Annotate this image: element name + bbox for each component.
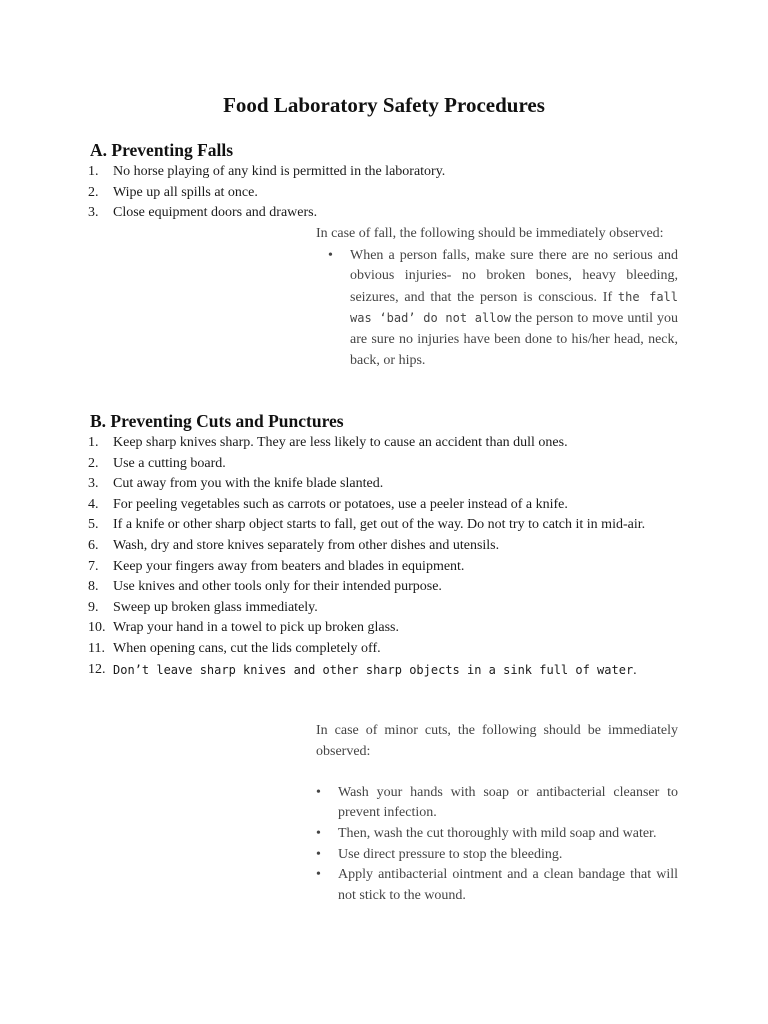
list-item-text: Wipe up all spills at once.	[113, 184, 258, 200]
list-item-text: No horse playing of any kind is permitted in the laboratory.	[113, 164, 446, 179]
list-item-text: Use knives and other tools only for their intended purpose.	[113, 579, 442, 595]
section-a-list	[88, 162, 680, 224]
list-item	[88, 536, 680, 557]
list-item-number: 3.	[88, 476, 99, 492]
note-bullet	[316, 246, 678, 372]
list-item	[88, 183, 680, 204]
note-bullet	[316, 845, 678, 866]
list-item-number: 7.	[88, 558, 99, 574]
list-item-number: 3.	[88, 205, 99, 221]
cut-first-aid-note	[316, 721, 678, 906]
fall-first-aid-note	[316, 224, 678, 371]
list-item	[88, 203, 680, 224]
list-item-text: Wash, dry and store knives separately from other dishes and utensils.	[113, 537, 500, 553]
list-item-number: 10.	[88, 620, 106, 636]
list-item	[88, 495, 680, 516]
list-item-number: 4.	[88, 496, 99, 512]
list-item-number: 6.	[88, 537, 99, 553]
list-item-number: 12.	[88, 661, 106, 677]
list-item-number: 2.	[88, 184, 99, 200]
list-item	[88, 660, 680, 682]
section-b-heading: B. Preventing Cuts and Punctures	[90, 411, 344, 431]
bullet-text: Wash your hands with soap or antibacterial cleanser to prevent infection.	[338, 784, 678, 821]
list-item-text: Use a cutting board.	[113, 455, 226, 471]
bullet-text: Then, wash the cut thoroughly with mild soap and water.	[338, 825, 657, 841]
list-item-text: Keep your fingers away from beaters and blades in equipment.	[113, 558, 465, 574]
list-item-text: If a knife or other sharp object starts to fall, get out of the way. Do not try to catch it in mid-air.	[113, 517, 646, 533]
list-item	[88, 433, 680, 454]
list-item	[88, 515, 680, 536]
note-bullet	[316, 865, 678, 906]
bullet-icon: •	[328, 247, 333, 263]
list-item-number: 1.	[88, 435, 99, 450]
list-item-number: 11.	[88, 640, 105, 656]
list-item-number: 2.	[88, 455, 99, 471]
note-bullets	[316, 783, 678, 907]
list-item-number: 1.	[88, 164, 99, 179]
list-item-text: Cut away from you with the knife blade slanted.	[113, 476, 384, 492]
list-item-text: Close equipment doors and drawers.	[113, 205, 318, 221]
bullet-icon: •	[316, 846, 321, 862]
note-bullets	[316, 246, 678, 372]
bullet-text: Use direct pressure to stop the bleeding.	[338, 846, 563, 862]
list-item	[88, 618, 680, 639]
list-item	[88, 557, 680, 578]
list-item	[88, 474, 680, 495]
bullet-icon: •	[316, 867, 321, 883]
bullet-icon: •	[316, 784, 321, 800]
list-item	[88, 598, 680, 619]
list-item-number: 8.	[88, 579, 99, 595]
list-item-text: When opening cans, cut the lids completely off.	[113, 640, 381, 656]
list-item	[88, 162, 680, 183]
bullet-text: When a person falls, make sure there are no serious and obvious injuries- no broken bones, heavy bleeding, seizures, and that the person is conscious. If the fall was ‘bad’ do not allow the person to move until you are sure no injuries have been done to his/her head, neck, back, or hips.	[350, 247, 678, 368]
list-item	[88, 454, 680, 475]
section-a-heading: A. Preventing Falls	[90, 140, 234, 160]
note-intro: In case of minor cuts, the following should be immediately observed:	[316, 723, 678, 759]
note-bullet	[316, 783, 678, 824]
list-item-text: Don’t leave sharp knives and other sharp objects in a sink full of water.	[113, 662, 637, 678]
bullet-text: Apply antibacterial ointment and a clean bandage that will not stick to the wound.	[338, 867, 678, 903]
note-bullet	[316, 824, 678, 845]
list-item-text: Wrap your hand in a towel to pick up broken glass.	[113, 620, 399, 636]
list-item	[88, 577, 680, 598]
list-item-text: Keep sharp knives sharp. They are less likely to cause an accident than dull ones.	[113, 435, 568, 450]
list-item	[88, 639, 680, 660]
page-title: Food Laboratory Safety Procedures	[223, 93, 545, 117]
list-item-text: Sweep up broken glass immediately.	[113, 599, 318, 615]
list-item-number: 9.	[88, 599, 99, 615]
section-b-list	[88, 433, 680, 681]
note-intro: In case of fall, the following should be immediately observed:	[316, 226, 664, 241]
bullet-icon: •	[316, 825, 321, 841]
list-item-text: For peeling vegetables such as carrots or potatoes, use a peeler instead of a knife.	[113, 496, 568, 512]
list-item-number: 5.	[88, 517, 99, 533]
